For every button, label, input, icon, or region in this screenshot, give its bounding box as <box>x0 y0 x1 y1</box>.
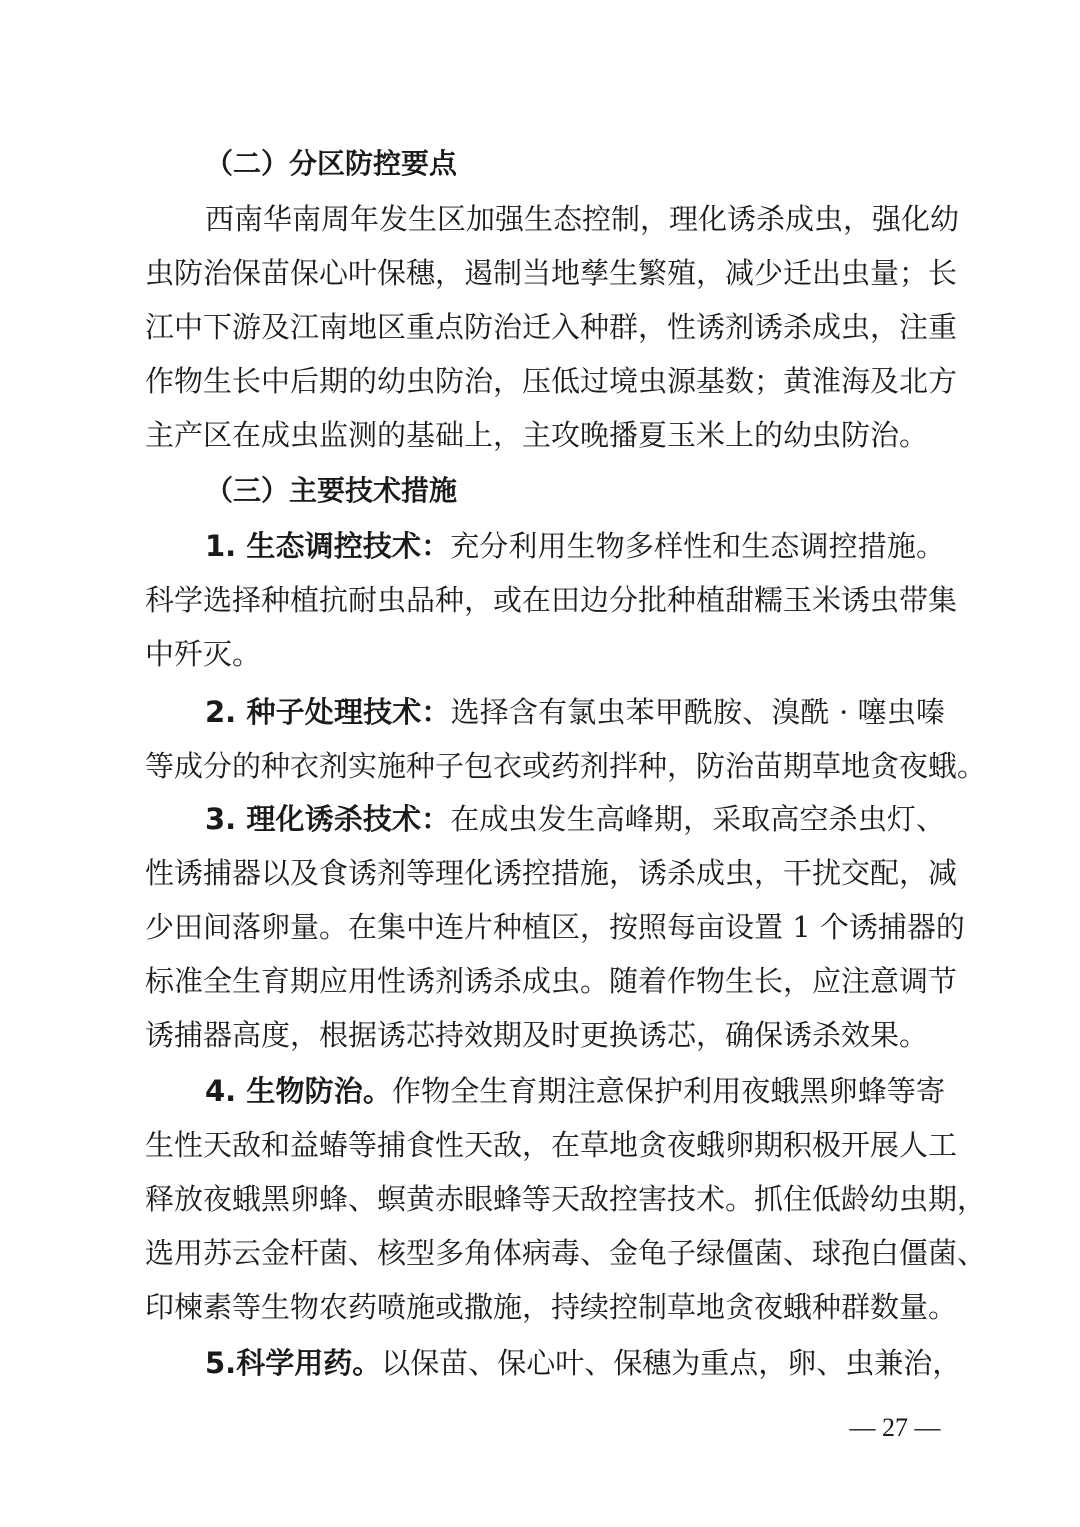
item-text: 以保苗、保心叶、保穗为重点，卵、虫兼治， <box>381 1346 962 1380</box>
item-title-trapping: 3. 理化诱杀技术： <box>205 802 451 836</box>
paragraph-line: 作物生长中后期的幼虫防治，压低过境虫源基数；黄淮海及北方 <box>145 364 958 398</box>
item-first-line <box>205 1336 962 1390</box>
item-text: 充分利用生物多样性和生态调控措施。 <box>450 529 945 563</box>
paragraph-line: 释放夜蛾黑卵蜂、螟黄赤眼蜂等天敌控害技术。抓住低龄幼虫期， <box>145 1182 987 1216</box>
paragraph-line: 诱捕器高度，根据诱芯持效期及时更换诱芯，确保诱杀效果。 <box>145 1018 929 1052</box>
paragraph-line: 中歼灭。 <box>145 637 262 671</box>
item-text: 选择含有氯虫苯甲酰胺、溴酰 · 噻虫嗪 <box>450 695 946 729</box>
item-first-line <box>205 519 945 573</box>
item-text: 在成虫发生高峰期，采取高空杀虫灯、 <box>450 802 945 836</box>
paragraph-line: 性诱捕器以及食诱剂等理化诱控措施，诱杀成虫，干扰交配，减 <box>145 856 958 890</box>
item-title-ecological: 1. 生态调控技术： <box>205 529 451 563</box>
paragraph-line: 少田间落卵量。在集中连片种植区，按照每亩设置 1 个诱捕器的 <box>145 910 965 944</box>
item-title-seed-treatment: 2. 种子处理技术： <box>205 695 451 729</box>
paragraph-line: 虫防治保苗保心叶保穗，遏制当地孳生繁殖，减少迁出虫量；长 <box>145 256 958 290</box>
paragraph-line: 科学选择种植抗耐虫品种，或在田边分批种植甜糯玉米诱虫带集 <box>145 583 958 617</box>
paragraph-line: 印楝素等生物农药喷施或撒施，持续控制草地贪夜蛾种群数量。 <box>145 1290 958 1324</box>
item-text: 作物全生育期注意保护利用夜蛾黑卵蜂等寄 <box>391 1074 945 1108</box>
section-heading-measures: （三）主要技术措施 <box>205 474 458 507</box>
item-first-line <box>205 685 945 739</box>
page-number: — 27 — <box>849 1413 941 1442</box>
paragraph-line: 主产区在成虫监测的基础上，主攻晚播夏玉米上的幼虫防治。 <box>145 418 929 452</box>
paragraph-line: 等成分的种衣剂实施种子包衣或药剂拌种，防治苗期草地贪夜蛾。 <box>145 749 987 783</box>
item-title-pesticide: 5.科学用药。 <box>205 1346 382 1380</box>
item-first-line <box>205 792 945 846</box>
item-first-line <box>205 1064 945 1118</box>
paragraph-line: 江中下游及江南地区重点防治迁入种群，性诱剂诱杀成虫，注重 <box>145 310 958 344</box>
paragraph-line: 生性天敌和益蝽等捕食性天敌，在草地贪夜蛾卵期积极开展人工 <box>145 1128 958 1162</box>
section-heading-zoning: （二）分区防控要点 <box>205 147 458 180</box>
item-title-biological: 4. 生物防治。 <box>205 1074 392 1108</box>
paragraph-line: 西南华南周年发生区加强生态控制，理化诱杀成虫，强化幼 <box>205 202 960 236</box>
paragraph-line: 选用苏云金杆菌、核型多角体病毒、金龟子绿僵菌、球孢白僵菌、 <box>145 1236 987 1270</box>
paragraph-line: 标准全生育期应用性诱剂诱杀成虫。随着作物生长，应注意调节 <box>145 964 958 998</box>
